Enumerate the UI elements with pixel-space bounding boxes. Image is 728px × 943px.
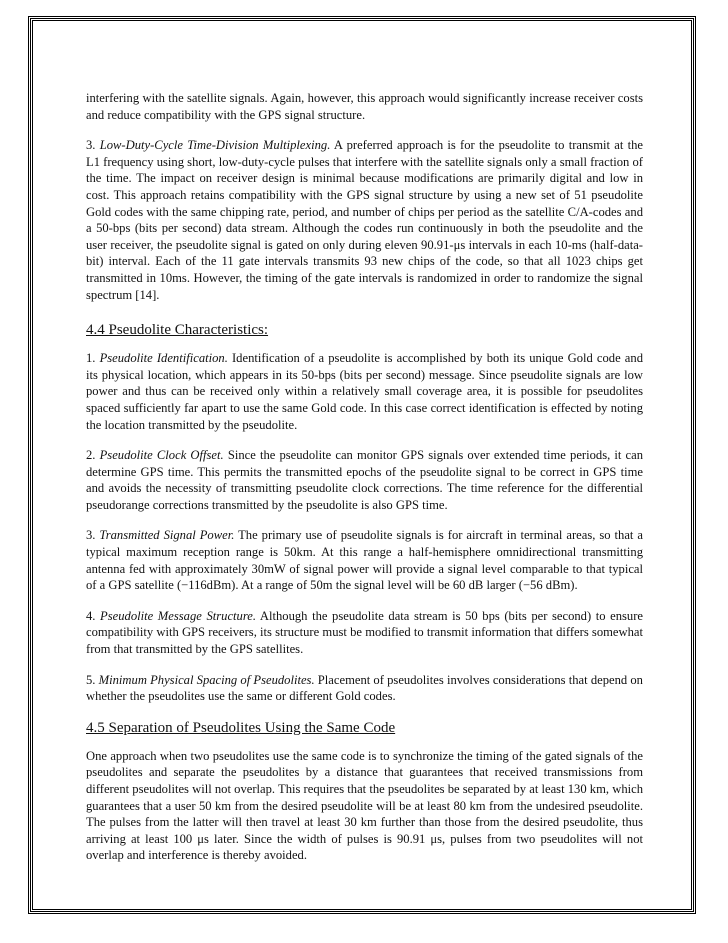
ldc-text: A preferred approach is for the pseudolite to transmit at the L1 frequency using short, low-duty-cycle pulses that interfere with the satellite signals only a small fraction of the time. The impact on receiver design is minimal because modifications are primarily digital and low in cost. This approach retains compatibility with the GPS signal structure by using a new set of 51 pseudolite Gold codes with the same chipping rate, period, and number of chips per period as the satellite C/A-codes and a 50-bps (bits per second) data stream. Although the codes run continuously in both the pseudolite and the user receiver, the pseudolite signal is gated on only during eleven 90.91-μs intervals in each 10-ms (half-data-bit) interval. Each of the 11 gate intervals transmits 93 new chips of the code, so that all 1023 chips get transmitted in 10ms. However, the timing of the gate intervals is randomized in order to randomize the signal spectrum [14]. (86, 138, 643, 302)
section-heading-4-5: 4.5 Separation of Pseudolites Using the Same Code (86, 719, 396, 736)
item-number: 1. (86, 351, 96, 366)
intro-paragraph (86, 90, 643, 123)
characteristic-item (86, 608, 643, 658)
item-text: Although the pseudolite data stream is 50 bps (bits per second) to ensure compatibility with GPS receivers, its structure must be modified to transmit information that differs somewhat from that transmitted by the GPS satellites. (86, 608, 643, 657)
section-heading-4-4: 4.4 Pseudolite Characteristics: (86, 322, 269, 339)
item-number: 5. (86, 672, 96, 687)
characteristic-item (86, 672, 643, 705)
characteristic-item (86, 527, 643, 593)
characteristic-item (86, 350, 643, 433)
item-title: Minimum Physical Spacing of Pseudolites. (98, 672, 315, 687)
ldc-number: 3. (86, 138, 96, 153)
item-number: 3. (86, 528, 96, 543)
item-text: Since the pseudolite can monitor GPS signals over extended time periods, it can determine GPS time. This permits the transmitted epochs of the pseudolite signal to be correct in GPS time and avoids the necessity of transmitting pseudolite clock corrections. The time reference for the differential pseudorange corrections transmitted by the pseudolite is also GPS time. (86, 448, 644, 512)
document-body (86, 90, 643, 878)
item-number: 2. (86, 448, 96, 463)
item-text: Identification of a pseudolite is accomplished by both its unique Gold code and its physical location, which appears in its 50-bps (bits per second) message. Since pseudolite signals are low power and thus can be received only within a relatively small coverage area, it is possible for pseudolites spaced sufficiently far apart to use the same Gold code. In this case correct identification is effected by noting the location transmitted by the pseudolite. (86, 351, 643, 432)
separation-text: One approach when two pseudolites use the same code is to synchronize the timing of the gated signals of the pseudolites and separate the pseudolites by a distance that guarantees that received transmissions from different pseudolites will not overlap. This requires that the pseudolites be separated by at least 130 km, which guarantees that a user 50 km from the desired pseudolite will be at least 80 km from the undesired pseudolite. The pulses from the latter will then travel at least 30 km further than those from the desired pseudolite, thus arriving at least 100 μs later. Since the width of pulses is 90.91 μs, pulses from two pseudolites will not overlap and interference is thereby avoided. (86, 748, 643, 863)
item-title: Pseudolite Message Structure. (100, 608, 256, 623)
separation-paragraph (86, 748, 643, 864)
item-title: Pseudolite Clock Offset. (99, 448, 224, 463)
ldc-paragraph (86, 137, 643, 303)
item-title: Transmitted Signal Power. (99, 528, 235, 543)
item-title: Pseudolite Identification. (99, 351, 228, 366)
item-number: 4. (86, 608, 96, 623)
intro-text: interfering with the satellite signals. Again, however, this approach would significantly increase receiver costs and reduce compatibility with the GPS signal structure. (86, 91, 643, 122)
item-text: Placement of pseudolites involves considerations that depend on whether the pseudolites use the same or different Gold codes. (86, 672, 643, 704)
characteristic-item (86, 447, 643, 513)
ldc-title: Low-Duty-Cycle Time-Division Multiplexing. (99, 138, 331, 153)
item-text: The primary use of pseudolite signals is for aircraft in terminal areas, so that a typical maximum reception range is 50km. At this range a half-hemisphere omnidirectional transmitting antenna fed with approximately 30mW of signal power will provide a signal level comparable to that typical of a GPS satellite (−116dBm). At a range of 50m the signal level will be 60 dB larger (−56 dBm). (86, 528, 643, 593)
